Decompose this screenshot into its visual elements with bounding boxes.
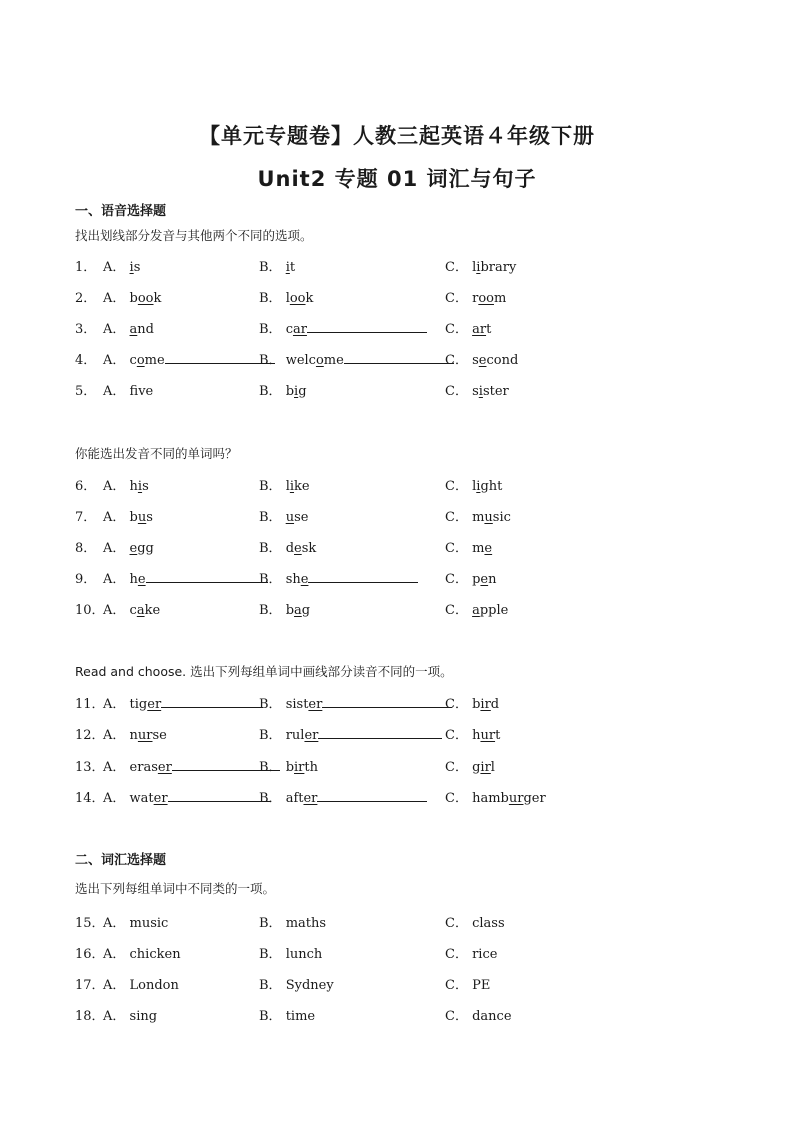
option-word: big [285, 384, 307, 399]
option-b[interactable] [259, 756, 318, 775]
option-word: sing [129, 1009, 158, 1024]
option-word: art [472, 322, 492, 337]
answer-blank-line [344, 349, 454, 364]
question-row [75, 693, 735, 713]
option-word: he [129, 572, 146, 587]
option-label: C． [445, 760, 473, 775]
option-label: C． [445, 916, 473, 931]
option-label: C． [445, 260, 473, 275]
option-word: she [285, 572, 309, 587]
option-c[interactable] [445, 349, 518, 368]
option-a[interactable] [103, 380, 153, 399]
underlined-sound: e [478, 353, 487, 368]
option-label: A． [103, 728, 130, 743]
question-row [75, 475, 735, 495]
underlined-sound: u [285, 510, 295, 525]
underlined-sound: i [289, 479, 295, 494]
question-number: 7． [75, 510, 97, 525]
question-number: 5． [75, 384, 97, 399]
answer-blank-line [308, 568, 418, 583]
page-title: 【单元专题卷】人教三起英语４年级下册 [199, 124, 595, 148]
option-label: C． [445, 510, 473, 525]
option-label: A． [103, 760, 130, 775]
option-word: girl [472, 760, 495, 775]
question-row [75, 380, 735, 400]
option-c[interactable] [445, 599, 508, 618]
option-label: B． [259, 291, 286, 306]
option-word: it [285, 260, 296, 275]
option-word: birth [285, 760, 318, 775]
option-a[interactable] [103, 724, 167, 743]
option-word: and [129, 322, 154, 337]
question-row [75, 568, 735, 588]
option-word: book [129, 291, 162, 306]
option-word: desk [285, 541, 317, 556]
option-word: ruler [285, 728, 319, 743]
option-word: come [129, 353, 165, 368]
option-label: B． [259, 541, 286, 556]
underlined-sound: o [136, 353, 145, 368]
option-word: London [129, 978, 179, 993]
option-word: rice [472, 947, 498, 962]
question-row [75, 724, 735, 744]
option-c[interactable] [445, 724, 500, 743]
option-word: is [129, 260, 141, 275]
underlined-sound: ir [294, 760, 305, 775]
underlined-sound: ar [292, 322, 307, 337]
option-label: A． [103, 1009, 130, 1024]
option-b[interactable] [259, 537, 316, 556]
underlined-sound: i [129, 260, 134, 275]
underlined-sound: e [137, 572, 146, 587]
question-row [75, 256, 735, 276]
underlined-sound: u [484, 510, 493, 525]
option-word: use [285, 510, 309, 525]
question-number: 9． [75, 572, 97, 587]
option-b[interactable] [259, 1005, 315, 1024]
question-number: 13． [75, 760, 105, 775]
option-word: welcome [285, 353, 344, 368]
option-label: A． [103, 947, 130, 962]
option-word: eraser [129, 760, 172, 775]
underlined-sound: a [136, 603, 145, 618]
option-word: music [129, 916, 169, 931]
option-label: C． [445, 353, 473, 368]
option-label: B． [259, 947, 286, 962]
option-c[interactable] [445, 287, 506, 306]
option-a[interactable] [103, 599, 160, 618]
underlined-sound: e [294, 541, 302, 556]
question-number: 3． [75, 322, 97, 337]
option-label: C． [445, 322, 473, 337]
option-word: class [472, 916, 505, 931]
option-word: nurse [129, 728, 167, 743]
underlined-sound: a [294, 603, 302, 618]
question-number: 1． [75, 260, 97, 275]
option-word: after [285, 791, 318, 806]
option-c[interactable] [445, 943, 497, 962]
underlined-sound: ur [480, 728, 496, 743]
underlined-sound: i [137, 479, 143, 494]
option-c[interactable] [445, 787, 546, 806]
underlined-sound: er [304, 728, 319, 743]
option-label: C． [445, 384, 473, 399]
option-label: C． [445, 603, 473, 618]
option-word: bird [472, 697, 500, 712]
option-label: B． [259, 479, 286, 494]
question-row [75, 537, 735, 557]
option-word: cake [129, 603, 161, 618]
option-b[interactable] [259, 287, 313, 306]
underlined-sound: oo [478, 291, 494, 306]
underlined-sound: er [153, 791, 168, 806]
option-b[interactable] [259, 943, 322, 962]
question-number: 16． [75, 947, 105, 962]
answer-blank-line [318, 724, 442, 739]
option-word: fve [129, 384, 154, 399]
option-a[interactable] [103, 256, 140, 275]
option-word: Sydney [285, 978, 334, 993]
option-label: A． [103, 978, 130, 993]
option-b[interactable] [259, 912, 326, 931]
answer-blank-line [317, 787, 427, 802]
option-label: C． [445, 791, 473, 806]
underlined-sound: ar [472, 322, 487, 337]
option-label: C． [445, 978, 473, 993]
option-word: maths [285, 916, 327, 931]
option-label: A． [103, 603, 130, 618]
option-word: water [129, 791, 168, 806]
option-label: B． [259, 916, 286, 931]
option-label: C． [445, 1009, 473, 1024]
option-b[interactable] [259, 318, 427, 337]
option-b[interactable] [259, 475, 310, 494]
option-word: hamburger [472, 791, 546, 806]
option-a[interactable] [103, 693, 263, 712]
option-c[interactable] [445, 1005, 512, 1024]
underlined-sound: a [472, 603, 480, 618]
option-label: B． [259, 353, 286, 368]
option-word: second [472, 353, 519, 368]
option-label: C． [445, 697, 473, 712]
underlined-sound: i [294, 384, 299, 399]
option-a[interactable] [103, 1005, 157, 1024]
option-word: like [285, 479, 310, 494]
option-b[interactable] [259, 380, 307, 399]
option-a[interactable] [103, 537, 154, 556]
option-label: A． [103, 322, 130, 337]
option-word: his [129, 479, 149, 494]
option-a[interactable] [103, 287, 161, 306]
option-b[interactable] [259, 599, 310, 618]
option-word: me [472, 541, 493, 556]
answer-blank-line [307, 318, 427, 333]
answer-blank-line [146, 568, 268, 583]
option-label: C． [445, 728, 473, 743]
answer-blank-line [161, 693, 263, 708]
instruction-phonics-1: 找出划线部分发音与其他两个不同的选项。 [75, 228, 313, 243]
option-label: C． [445, 541, 473, 556]
option-word: egg [129, 541, 154, 556]
option-c[interactable] [445, 568, 497, 587]
answer-blank-line [168, 787, 270, 802]
option-word: apple [472, 603, 509, 618]
option-c[interactable] [445, 693, 499, 712]
option-word: library [472, 260, 517, 275]
underlined-sound: o [315, 353, 324, 368]
option-label: A． [103, 479, 130, 494]
section-heading-phonics: 一、语音选择题 [75, 204, 167, 219]
underlined-sound: ir [480, 760, 491, 775]
option-label: B． [259, 603, 286, 618]
option-b[interactable] [259, 256, 295, 275]
option-b[interactable] [259, 787, 427, 806]
option-word: car [285, 322, 307, 337]
answer-blank-line [322, 693, 452, 708]
question-number: 6． [75, 479, 97, 494]
option-word: lunch [285, 947, 323, 962]
option-a[interactable] [103, 943, 181, 962]
option-label: B． [259, 791, 286, 806]
option-label: A． [103, 697, 130, 712]
underlined-sound: er [303, 791, 318, 806]
option-word: look [285, 291, 314, 306]
option-c[interactable] [445, 256, 516, 275]
question-number: 11． [75, 697, 105, 712]
underlined-sound: i [285, 260, 290, 275]
option-a[interactable] [103, 974, 179, 993]
underlined-sound: e [300, 572, 309, 587]
option-a[interactable] [103, 787, 270, 806]
option-word: dance [472, 1009, 512, 1024]
instruction-phonics-3: Read and choose. 选出下列每组单词中画线部分读音不同的一项。 [75, 664, 453, 679]
option-label: A． [103, 572, 130, 587]
underlined-sound: ir [480, 697, 491, 712]
underlined-sound: i [476, 479, 481, 494]
question-row [75, 756, 735, 776]
option-word: sister [472, 384, 509, 399]
question-row [75, 912, 735, 932]
option-b[interactable] [259, 724, 442, 743]
underlined-sound: e [484, 541, 493, 556]
page-subtitle: Unit2 专题 01 词汇与句子 [257, 167, 537, 191]
instruction-phonics-2: 你能选出发音不同的单词吗？ [75, 446, 238, 461]
section-heading-vocabulary: 二、词汇选择题 [75, 853, 167, 868]
option-label: B． [259, 697, 286, 712]
option-word: hurt [472, 728, 501, 743]
question-row [75, 943, 735, 963]
option-a[interactable] [103, 349, 275, 368]
option-label: C． [445, 572, 473, 587]
option-label: A． [103, 260, 130, 275]
option-b[interactable] [259, 974, 334, 993]
option-label: A． [103, 291, 130, 306]
question-number: 15． [75, 916, 105, 931]
option-a[interactable] [103, 912, 168, 931]
underlined-sound: u [137, 510, 147, 525]
underlined-sound: er [308, 697, 323, 712]
option-label: A． [103, 353, 130, 368]
question-number: 12． [75, 728, 105, 743]
underlined-sound: e [480, 572, 489, 587]
underlined-sound: oo [289, 291, 306, 306]
question-number: 4． [75, 353, 97, 368]
option-a[interactable] [103, 568, 268, 587]
option-label: B． [259, 384, 286, 399]
question-row [75, 349, 735, 369]
option-label: B． [259, 1009, 286, 1024]
option-label: A． [103, 541, 130, 556]
option-label: B． [259, 510, 286, 525]
question-row [75, 506, 735, 526]
option-word: bus [129, 510, 153, 525]
question-number: 14． [75, 791, 105, 806]
option-label: C． [445, 479, 473, 494]
underlined-sound: er [147, 697, 162, 712]
option-label: B． [259, 572, 286, 587]
option-word: sister [285, 697, 323, 712]
option-c[interactable] [445, 506, 511, 525]
option-word: light [472, 479, 503, 494]
option-label: B． [259, 260, 286, 275]
underlined-sound: a [129, 322, 138, 337]
question-row [75, 787, 735, 807]
underlined-sound: oo [137, 291, 154, 306]
question-row [75, 318, 735, 338]
option-label: A． [103, 791, 130, 806]
question-row [75, 974, 735, 994]
underlined-sound: i [476, 260, 481, 275]
option-a[interactable] [103, 756, 280, 775]
option-label: A． [103, 916, 130, 931]
option-label: B． [259, 728, 286, 743]
option-a[interactable] [103, 475, 149, 494]
option-label: B． [259, 322, 286, 337]
question-number: 18． [75, 1009, 105, 1024]
option-label: A． [103, 510, 130, 525]
underlined-sound: e [129, 541, 138, 556]
option-c[interactable] [445, 475, 502, 494]
option-label: C． [445, 947, 473, 962]
option-c[interactable] [445, 974, 490, 993]
option-word: bag [285, 603, 311, 618]
question-number: 2． [75, 291, 97, 306]
option-word: pen [472, 572, 497, 587]
option-c[interactable] [445, 380, 509, 399]
option-b[interactable] [259, 568, 418, 587]
option-c[interactable] [445, 537, 492, 556]
question-number: 8． [75, 541, 97, 556]
option-word: chicken [129, 947, 181, 962]
instruction-vocabulary: 选出下列每组单词中不同类的一项。 [75, 881, 276, 896]
option-a[interactable] [103, 506, 153, 525]
question-number: 10． [75, 603, 105, 618]
option-word: room [472, 291, 507, 306]
question-row [75, 1005, 735, 1025]
underlined-sound: er [157, 760, 172, 775]
question-row [75, 287, 735, 307]
option-c[interactable] [445, 912, 505, 931]
question-row [75, 599, 735, 619]
option-b[interactable] [259, 693, 452, 712]
question-number: 17． [75, 978, 105, 993]
option-word: music [472, 510, 511, 525]
option-word: time [285, 1009, 316, 1024]
underlined-sound: ur [137, 728, 153, 743]
option-word: tiger [129, 697, 162, 712]
option-label: B． [259, 978, 286, 993]
underlined-sound: i [478, 384, 483, 399]
option-label: C． [445, 291, 473, 306]
underlined-sound: ur [508, 791, 524, 806]
option-c[interactable] [445, 318, 491, 337]
option-word: PE [472, 978, 491, 993]
option-a[interactable] [103, 318, 154, 337]
option-c[interactable] [445, 756, 495, 775]
option-b[interactable] [259, 349, 454, 368]
option-b[interactable] [259, 506, 308, 525]
option-label: A． [103, 384, 130, 399]
option-label: B． [259, 760, 286, 775]
